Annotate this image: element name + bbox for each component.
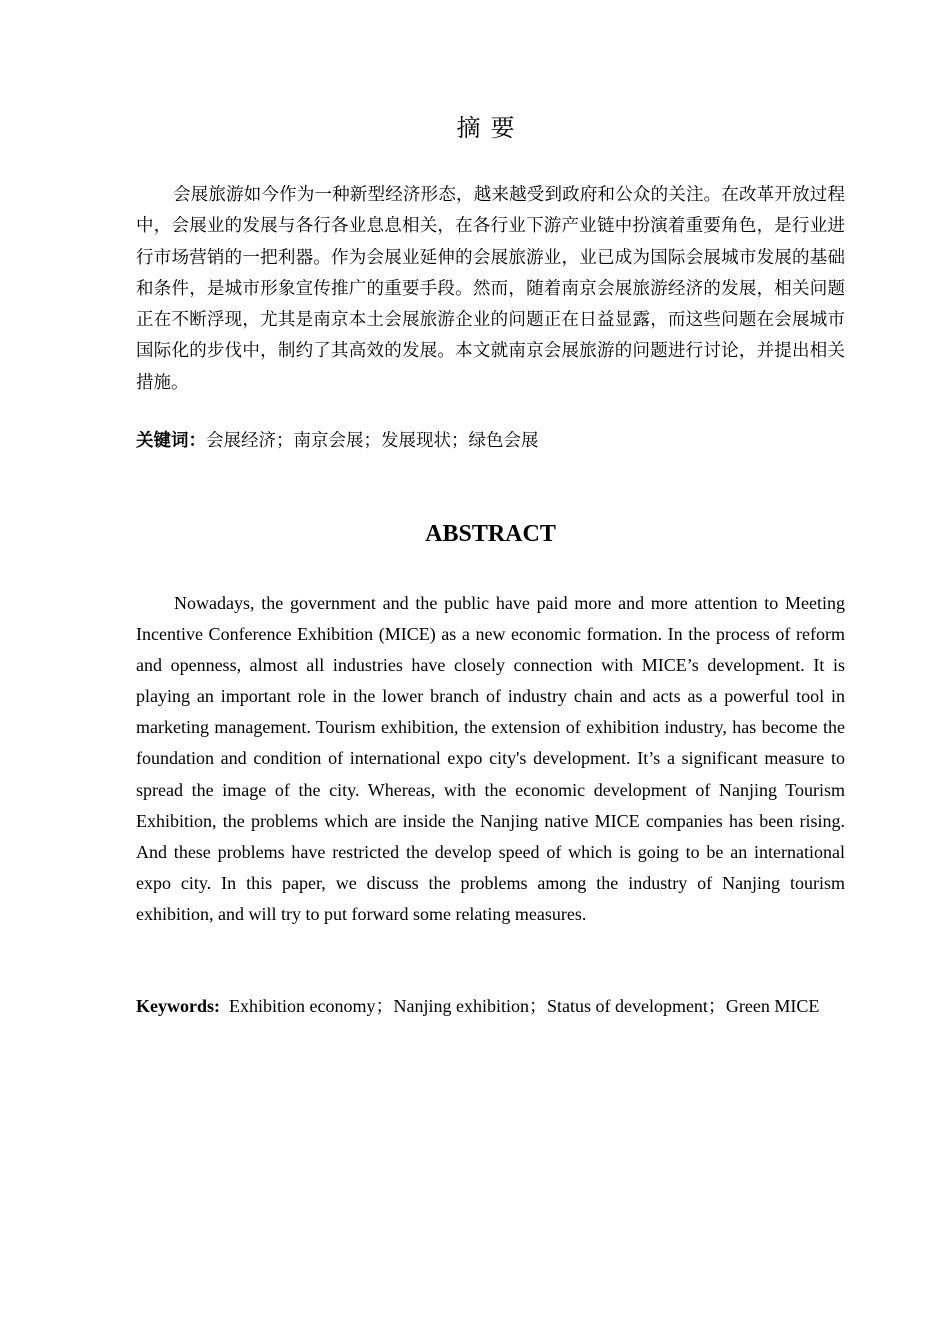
english-abstract-body: Nowadays, the government and the public have paid more and more attention to Meeting Incentive Conference Exhibition (MICE) as a new economic formation. In the process of reform and openness, almost all industries have closely connection with MICE’s development. It is playing an important role in the lower branch of industry chain and acts as a powerful tool in marketing management. Tourism exhibition, the extension of exhibition industry, has become the foundation and condition of international expo city's development. It’s a significant measure to spread the image of the city. Whereas, with the economic development of Nanjing Tourism Exhibition, the problems which are inside the Nanjing native MICE companies has been rising. And these problems have restricted the develop speed of which is going to be an international expo city. In this paper, we discuss the problems among the industry of Nanjing tourism exhibition, and will try to put forward some relating measures. (136, 593, 845, 924)
chinese-keywords-label: 关键词： (136, 431, 206, 451)
english-keywords-label: Keywords: (136, 996, 220, 1016)
chinese-abstract-body: 会展旅游如今作为一种新型经济形态，越来越受到政府和公众的关注。在改革开放过程中，会展业的发展与各行各业息息相关，在各行业下游产业链中扮演着重要角色，是行业进行市场营销的一把利器。作为会展业延伸的会展旅游业，业已成为国际会展城市发展的基础和条件，是城市形象宣传推广的重要手段。然而，随着南京会展旅游经济的发展，相关问题正在不断浮现，尤其是南京本土会展旅游企业的问题正在日益显露，而这些问题在会展城市国际化的步伐中，制约了其高效的发展。本文就南京会展旅游的问题进行讨论，并提出相关措施。 (136, 185, 845, 393)
english-keywords (136, 991, 826, 1022)
chinese-keywords-list: 会展经济；南京会展；发展现状；绿色会展 (206, 431, 539, 451)
english-abstract-title: ABSTRACT (425, 521, 556, 547)
chinese-keywords (136, 426, 845, 457)
english-keywords-list: Exhibition economy；Nanjing exhibition；Status of development；Green MICE (229, 996, 820, 1016)
chinese-abstract-title: 摘要 (456, 114, 525, 142)
